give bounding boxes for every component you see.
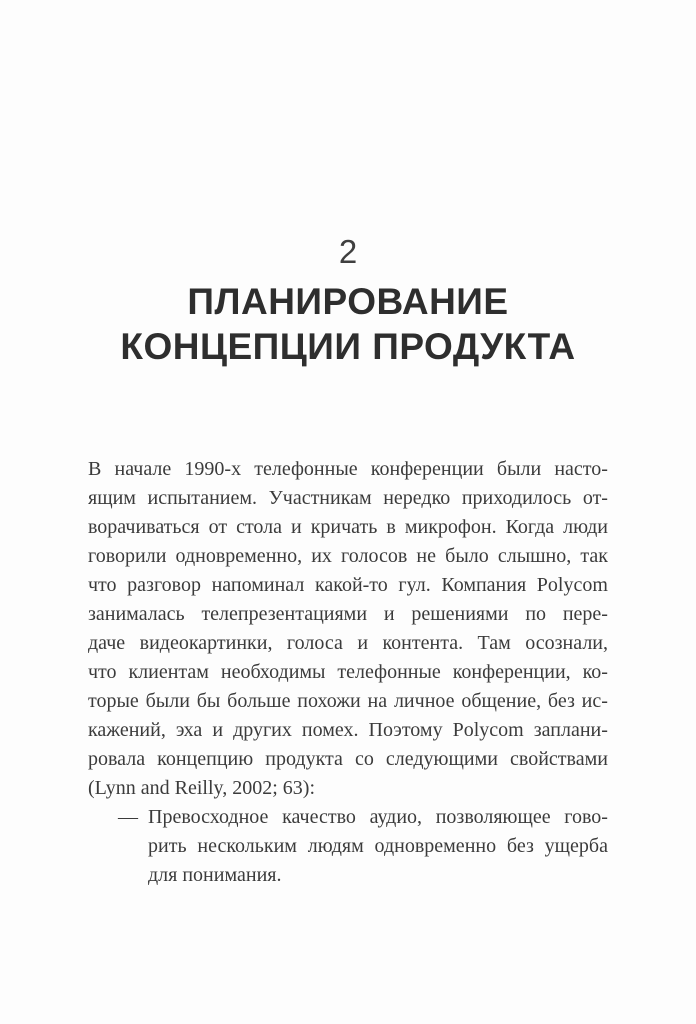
text-line: ворачиваться от стола и кричать в микрофон. Когда люди (88, 516, 608, 538)
list-item (118, 803, 608, 890)
text-line: говорили одновременно, их голосов не было слышно, так (88, 545, 608, 567)
chapter-title-line-2: КОНЦЕПЦИИ ПРОДУКТА (120, 326, 576, 367)
body-text-block (88, 455, 608, 890)
text-line: для понимания. (148, 864, 282, 886)
text-line: рить нескольким людям одновременно без ущерба (148, 835, 608, 857)
dash-list-marker: — (118, 806, 138, 828)
text-line: кажений, эха и других помех. Поэтому Polycom заплани- (88, 719, 608, 741)
text-line: занималась телепрезентациями и решениями по пере- (88, 603, 608, 625)
text-line: ящим испытанием. Участникам нередко приходилось от- (88, 487, 608, 509)
list-item-text (148, 803, 608, 890)
text-line: ровала концепцию продукта со следующими свойствами (88, 748, 608, 770)
text-line: что разговор напоминал какой-то гул. Компания Polycom (88, 574, 608, 596)
text-line: Превосходное качество аудио, позволяющее гово- (148, 806, 608, 828)
chapter-title (0, 279, 696, 369)
body-paragraph (88, 455, 608, 803)
text-line: В начале 1990-х телефонные конференции были насто- (88, 458, 608, 480)
chapter-number: 2 (338, 233, 358, 270)
text-line: даче видеокартинки, голоса и контента. Там осознали, (88, 632, 608, 654)
text-line: что клиентам необходимы телефонные конференции, ко- (88, 661, 608, 683)
text-line: торые были бы больше похожи на личное общение, без ис- (88, 690, 608, 712)
text-line: (Lynn and Reilly, 2002; 63): (88, 777, 316, 799)
chapter-title-line-1: ПЛАНИРОВАНИЕ (187, 281, 509, 322)
